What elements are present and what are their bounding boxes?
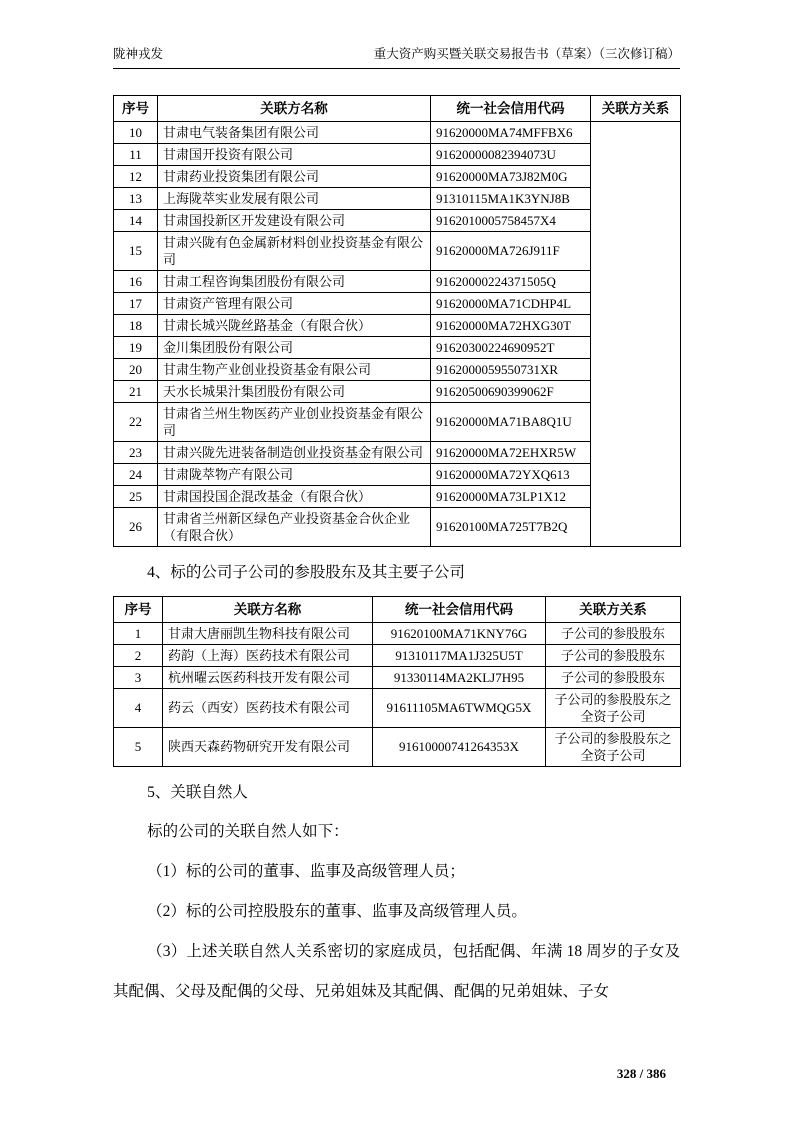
table-row — [114, 121, 681, 143]
cell-index: 16 — [114, 270, 158, 292]
column-header: 关联方名称 — [163, 596, 373, 622]
cell-credit-code: 91310117MA1J325U5T — [373, 644, 546, 666]
cell-party-name: 甘肃药业投资集团有限公司 — [158, 165, 431, 187]
cell-index: 15 — [114, 231, 158, 270]
cell-party-name: 药韵（上海）医药技术有限公司 — [163, 644, 373, 666]
section-heading-5: 5、关联自然人 — [147, 783, 248, 801]
cell-relation: 子公司的参股股东 — [546, 666, 681, 688]
page-footer — [617, 1066, 666, 1082]
column-header: 关联方名称 — [158, 95, 431, 121]
subsidiary-shareholders-table — [113, 596, 681, 767]
cell-party-name: 上海陇萃实业发展有限公司 — [158, 187, 431, 209]
cell-index: 1 — [114, 622, 163, 644]
cell-index: 2 — [114, 644, 163, 666]
cell-credit-code: 91620000MA72HXG30T — [431, 314, 591, 336]
cell-index: 10 — [114, 121, 158, 143]
cell-index: 11 — [114, 143, 158, 165]
cell-index: 20 — [114, 358, 158, 380]
cell-index: 22 — [114, 402, 158, 441]
cell-credit-code: 91620000MA72YXQ613 — [431, 463, 591, 485]
cell-credit-code: 91610000741264353X — [373, 727, 546, 766]
cell-relation: 子公司的参股股东之全资子公司 — [546, 688, 681, 727]
page-header — [113, 46, 680, 69]
cell-index: 5 — [114, 727, 163, 766]
cell-index: 21 — [114, 380, 158, 402]
cell-index: 17 — [114, 292, 158, 314]
column-header: 关联方关系 — [546, 596, 681, 622]
table-row — [114, 688, 681, 727]
cell-credit-code: 91620100MA725T7B2Q — [431, 507, 591, 546]
section-heading-4: 4、标的公司子公司的参股股东及其主要子公司 — [147, 563, 465, 581]
cell-index: 26 — [114, 507, 158, 546]
cell-index: 24 — [114, 463, 158, 485]
header-company-name: 陇神戎发 — [113, 47, 164, 61]
cell-party-name: 甘肃省兰州生物医药产业创业投资基金有限公司 — [158, 402, 431, 441]
cell-party-name: 甘肃资产管理有限公司 — [158, 292, 431, 314]
header-document-title: 重大资产购买暨关联交易报告书（草案）（三次修订稿） — [373, 47, 680, 61]
cell-credit-code: 91620000MA73J82M0G — [431, 165, 591, 187]
cell-party-name: 甘肃兴陇有色金属新材料创业投资基金有限公司 — [158, 231, 431, 270]
cell-credit-code: 91620000MA71CDHP4L — [431, 292, 591, 314]
cell-party-name: 甘肃生物产业创业投资基金有限公司 — [158, 358, 431, 380]
cell-credit-code: 9162000059550731XR — [431, 358, 591, 380]
column-header: 序号 — [114, 596, 163, 622]
column-header: 序号 — [114, 95, 158, 121]
cell-party-name: 甘肃工程咨询集团股份有限公司 — [158, 270, 431, 292]
cell-credit-code: 91620000224371505Q — [431, 270, 591, 292]
cell-credit-code: 9162010005758457X4 — [431, 209, 591, 231]
cell-party-name: 甘肃省兰州新区绿色产业投资基金合伙企业（有限合伙） — [158, 507, 431, 546]
table-row — [114, 644, 681, 666]
cell-index: 23 — [114, 441, 158, 463]
cell-party-name: 甘肃国投国企混改基金（有限合伙） — [158, 485, 431, 507]
cell-credit-code: 91620300224690952T — [431, 336, 591, 358]
paragraph-item-3: （3）上述关联自然人关系密切的家庭成员，包括配偶、年满 18 周岁的子女及其配偶、父母及配偶的父母、兄弟姐妹及其配偶、配偶的兄弟姐妹、子女 — [113, 942, 680, 1000]
cell-party-name: 甘肃国开投资有限公司 — [158, 143, 431, 165]
cell-party-name: 甘肃长城兴陇丝路基金（有限合伙） — [158, 314, 431, 336]
column-header: 关联方关系 — [591, 95, 681, 121]
cell-index: 18 — [114, 314, 158, 336]
cell-party-name: 甘肃陇萃物产有限公司 — [158, 463, 431, 485]
cell-party-name: 陕西天森药物研究开发有限公司 — [163, 727, 373, 766]
cell-index: 3 — [114, 666, 163, 688]
paragraph-intro: 标的公司的关联自然人如下： — [147, 822, 349, 840]
cell-credit-code: 91310115MA1K3YNJ8B — [431, 187, 591, 209]
paragraph-item-2: （2）标的公司控股股东的董事、监事及高级管理人员。 — [147, 902, 527, 920]
cell-credit-code: 91620000MA71BA8Q1U — [431, 402, 591, 441]
cell-index: 4 — [114, 688, 163, 727]
cell-credit-code: 91620000MA72EHXR5W — [431, 441, 591, 463]
cell-credit-code: 91620500690399062F — [431, 380, 591, 402]
related-parties-table — [113, 95, 681, 547]
table-row — [114, 666, 681, 688]
cell-credit-code: 91620000MA73LP1X12 — [431, 485, 591, 507]
cell-relation: 子公司的参股股东之全资子公司 — [546, 727, 681, 766]
body-text-block — [113, 806, 680, 1012]
cell-index: 19 — [114, 336, 158, 358]
cell-party-name: 药云（西安）医药技术有限公司 — [163, 688, 373, 727]
cell-party-name: 金川集团股份有限公司 — [158, 336, 431, 358]
column-header: 统一社会信用代码 — [373, 596, 546, 622]
cell-party-name: 甘肃兴陇先进装备制造创业投资基金有限公司 — [158, 441, 431, 463]
column-header: 统一社会信用代码 — [431, 95, 591, 121]
cell-party-name: 甘肃大唐丽凯生物科技有限公司 — [163, 622, 373, 644]
cell-party-name: 天水长城果汁集团股份有限公司 — [158, 380, 431, 402]
cell-index: 14 — [114, 209, 158, 231]
cell-credit-code: 91620100MA71KNY76G — [373, 622, 546, 644]
table-header-row — [114, 596, 681, 622]
cell-credit-code: 91611105MA6TWMQG5X — [373, 688, 546, 727]
cell-relation-merged — [591, 121, 681, 546]
cell-party-name: 甘肃国投新区开发建设有限公司 — [158, 209, 431, 231]
cell-party-name: 杭州曜云医药科技开发有限公司 — [163, 666, 373, 688]
cell-index: 13 — [114, 187, 158, 209]
page-number: 328 / 386 — [616, 1066, 666, 1081]
paragraph-item-1: （1）标的公司的董事、监事及高级管理人员； — [147, 862, 465, 880]
table-row — [114, 622, 681, 644]
cell-relation: 子公司的参股股东 — [546, 644, 681, 666]
cell-relation: 子公司的参股股东 — [546, 622, 681, 644]
cell-credit-code: 91620000082394073U — [431, 143, 591, 165]
cell-party-name: 甘肃电气装备集团有限公司 — [158, 121, 431, 143]
cell-credit-code: 91620000MA726J911F — [431, 231, 591, 270]
cell-credit-code: 91330114MA2KLJ7H95 — [373, 666, 546, 688]
cell-credit-code: 91620000MA74MFFBX6 — [431, 121, 591, 143]
table-header-row — [114, 95, 681, 121]
cell-index: 12 — [114, 165, 158, 187]
cell-index: 25 — [114, 485, 158, 507]
table-row — [114, 727, 681, 766]
